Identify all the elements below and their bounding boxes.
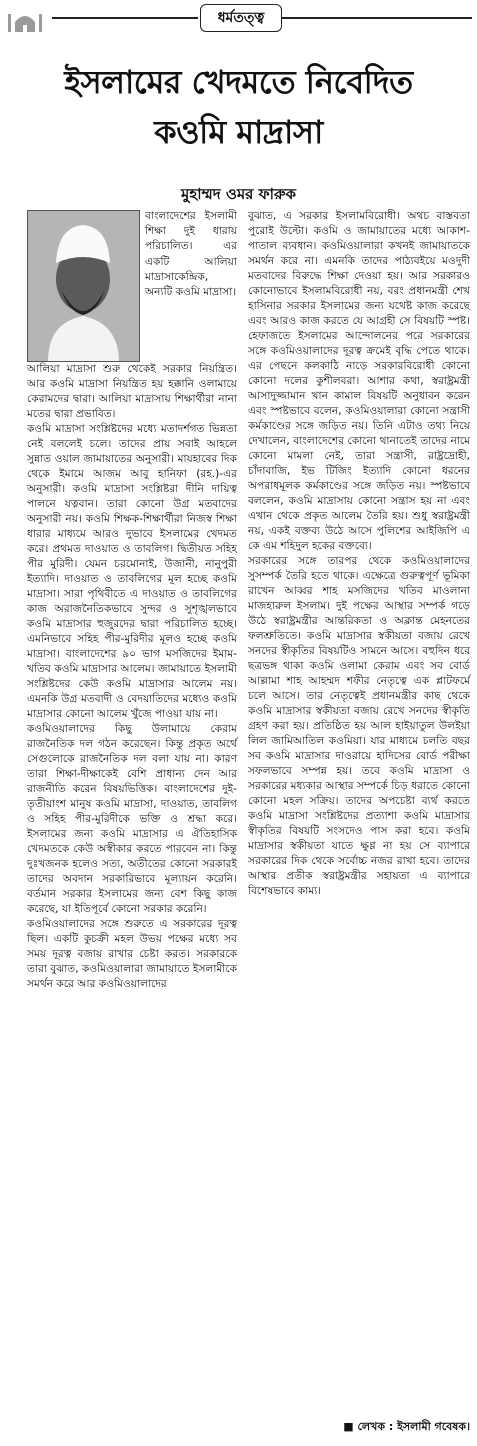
column-1-paragraph-3: কওমিওয়ালাদের কিছু উলামায়ে কেরাম রাজনৈতিক দল গঠন করেছেন। কিন্তু প্রকৃত অর্থে সেগুলোকে রাজনৈতিক দল বলা যায় না। কারণ তারা শিক্ষা-দীক্ষাকেই বেশি প্রাধান্য দেন আর রাজনীতি করেন বিষয়ভিত্তিক। বাংলাদেশের দুই-তৃতীয়াংশ মানুষ কওমি মাদ্রাসা, দাওয়াত, তাবলিগ ও সহিহ পীর-মুরিদীকে ভক্তি ও শ্রদ্ধা করে। ইসলামের জন্য কওমি মাদ্রাসার এ ঐতিহাসিক খেদমতকে কেউ অস্বীকার করতে পারবেন না। কিন্তু দুঃখজনক হলেও সত্য, অতীতের কোনো সরকারই তাদের অবদান সরকারিভাবে মূল্যায়ন করেনি। বর্তমান সরকার ইসলামের জন্য বেশ কিছু কাজ করেছে, যা ইতিপূর্বে কোনো সরকার করেনি। (27, 723, 237, 915)
headline-line-1: ইসলামের খেদমতে নিবেদিত (64, 63, 413, 101)
author-byline: মুহাম্মদ ওমর ফারুক (181, 185, 296, 203)
author-photo (27, 210, 140, 362)
section-label: ধর্মতত্ত্ব (200, 4, 282, 32)
column-1-paragraph-4: কওমিওয়ালাদের সঙ্গে শুরুতে এ সরকারের দূরত্ব ছিল। একটি কুচক্রী মহল উভয় পক্ষের মধ্যে সব সময় দূরত্ব বজায় রাখার চেষ্টা করত। সরকারকে তারা বুঝাত, কওমিওয়ালারা জামায়াতে ইসলামীকে সমর্থন করে আর কওমিওয়ালাদের (27, 918, 237, 990)
article-column-2 (248, 209, 470, 899)
header-rule-right (282, 17, 472, 19)
column-2-paragraph-1: বুঝাত, এ সরকার ইসলামবিরোধী। অথচ বাস্তবতা পুরোই উল্টো। কওমি ও জামায়াতের মধ্যে আকাশ-পাতাল ব্যবধান। কওমিওয়ালারা কখনই জামায়াতকে সমর্থন করে না। এমনকি তাদের পাঠ্যবইয়ে মওদুদী মতবাদের বিরুদ্ধে শিক্ষা দেওয়া হয়। আর সরকারও কোনোভাবে ইসলামবিরোধী নয়, বরং প্রধানমন্ত্রী শেখ হাসিনার সরকার ইসলামের জন্য যথেষ্ট কাজ করেছে এবং আরও কাজ করতে যে আগ্রহী সে বিষয়টি স্পষ্ট। হেফাজতে ইসলামের আন্দোলনের পরে সরকারের সঙ্গে কওমিওয়ালাদের দূরত্ব ক্রমেই বৃদ্ধি পেতে থাকে। এর পেছনে কলকাঠি নাড়ে সরকারবিরোধী কোনো কোনো দলের কুশীলবরা। আশার কথা, স্বরাষ্ট্রমন্ত্রী আসাদুজ্জামান খান কামাল বিষয়টি অনুধাবন করেন এবং স্পষ্টভাবে বলেন, কওমিওয়ালারা কোনো সন্ত্রাসী কর্মকাণ্ডের সঙ্গে জড়িত নয়। তিনি এটাও তথ্য নিয়ে দেখালেন, বাংলাদেশের কোনো থানাতেই তাদের নামে কোনো মামলা নেই, তারা সন্ত্রাসী, রাষ্ট্রদ্রোহী, চাঁদাবাজি, ইভ টিজিং ইত্যাদি কোনো ধরনের অপরাধমূলক কর্মকাণ্ডের সঙ্গে জড়িত নয়। স্পষ্টভাবে বললেন, কওমি মাদ্রাসায় কোনো সন্ত্রাস হয় না এবং এখান থেকে প্রকৃত আলেম তৈরি হয়। শুধু স্বরাষ্ট্রমন্ত্রী নয়, একই বক্তব্য উঠে আসে পুলিশের আইজিপি এ কে এম শহিদুল হকের বক্তব্যে। (248, 210, 470, 552)
author-credit: ■ লেখক : ইসলামী গবেষক। (343, 1420, 470, 1433)
header-rule-left (52, 17, 198, 19)
mosque-icon (6, 8, 44, 32)
headline-line-2: কওমি মাদ্রাসা (154, 113, 323, 151)
column-2-paragraph-2: সরকারের সঙ্গে তারপর থেকে কওমিওয়ালাদের সুসম্পর্ক তৈরি হতে থাকে। এক্ষেত্রে গুরুত্বপূর্ণ ভূমিকা রাখেন আব্বর শাহ মসজিদের খতিব মাওলানা মাজহারুল ইসলাম। দুই পক্ষের আস্থার সম্পর্ক গড়ে উঠে স্বরাষ্ট্রমন্ত্রীর আন্তরিকতা ও অক্লান্ত মেহনতের ফলশ্রুতিতে। কওমি মাদ্রাসার স্বকীয়তা বজায় রেখে সনদের স্বীকৃতির বিষয়টিও সামনে আসে। বহুদিন ধরে ছত্রভঙ্গ থাকা কওমি ওলামা কেরাম এবং সব বোর্ড আল্লামা শাহ আহম্মদ শফীর নেতৃত্বে এক প্লাটফর্মে চলে আসে। তার নেতৃত্বেই প্রধানমন্ত্রীর কাছ থেকে কওমি মাদ্রাসার স্বকীয়তা বজায় রেখে সনদের স্বীকৃতি গ্রহণ করা হয়। প্রতিষ্ঠিত হয় আল হাইয়াতুল উলইয়া লিল জামিআতিল কওমিয়া। যার মাধ্যমে চলতি বছর সব কওমি মাদ্রাসার দাওরায়ে হাদিসের বোর্ড পরীক্ষা সফলভাবে সম্পন্ন হয়। তবে কওমি মাদ্রাসা ও সরকারের মধ্যকার আস্থার সম্পর্কে চিড় ধরাতে কোনো কোনো মহল সক্রিয়। তাদের অপচেষ্টা ব্যর্থ করতে কওমি মাদ্রাসা সংশ্লিষ্টদের প্রত্যাশা কওমি মাদ্রাসার স্বীকৃতির বিষয়টি সংসদেও পাস করা হবে। কওমি মাদ্রাসার স্বকীয়তা যাতে ক্ষুণ্ণ না হয় সে ব্যাপারে সরকারের দিক থেকে সর্বোচ্চ নজর রাখা হবে। তাদের আস্থার প্রতীক স্বরাষ্ট্রমন্ত্রীর সহায়তা এ ব্যাপারে বিশেষভাবে কাম্য। (248, 555, 470, 897)
portrait-image (28, 211, 139, 361)
article-column-1 (27, 362, 237, 992)
column-1-paragraph-2: কওমি মাদ্রাসা সংশ্লিষ্টদের মধ্যে মতাদর্শগত ভিন্নতা নেই বললেই চলে। তাদের প্রায় সবাই আহলে সুন্নাত ওয়াল জামায়াতের অনুসারী। মাযহাবের দিক থেকে ইমামে আজম আবু হানিফা (রহ.)-এর অনুসারী। কওমি মাদ্রাসা সংশ্লিষ্টরা দীনি দায়িত্ব পালনে যত্নবান। তারা কোনো উগ্র মতবাদের অনুসারী নয়। কওমি শিক্ষক-শিক্ষার্থীরা নিজস্ব শিক্ষা ধারার মাধ্যমে আরও দুভাবে ইসলামের খেদমত করে। প্রথমত দাওয়াত ও তাবলিগ। দ্বিতীয়ত সহিহ পীর মুরিদী। যেমন চরমোনাই, উজানী, নানুপুরী ইত্যাদি। দাওয়াত ও তাবলিগের মূল হচ্ছে কওমি মাদ্রাসা। সারা পৃথিবীতে এ দাওয়াত ও তাবলিগের কাজ অরাজনৈতিকভাবে সুন্দর ও সুশৃঙ্খলভাবে কওমি মাদ্রাসার হুজুরদের দ্বারা পরিচালিত হচ্ছে। এমনিভাবে সহিহ পীর-মুরিদীর মূলও হচ্ছে কওমি মাদ্রাসা। বাংলাদেশের ৯০ ভাগ মসজিদের ইমাম-খতিব কওমি মাদ্রাসার আলেম। জামায়াতে ইসলামী সংশ্লিষ্টদের কেউ কওমি মাদ্রাসার আলেম নয়। এমনকি উগ্র মতবাদী ও বেদয়াতিদের মধ্যেও কওমি মাদ্রাসার কোনো আলেম খুঁজে পাওয়া যায় না। (27, 423, 237, 720)
column-1-paragraph-1: আলিয়া মাদ্রাসা শুরু থেকেই সরকার নিয়ন্ত্রিত। আর কওমি মাদ্রাসা নিয়ন্ত্রিত হয় হক্কানি ওলামায়ে কেরামদের দ্বারা। আলিয়া মাদ্রাসায় শিক্ষার্থীরা নানা মতের দ্বারা প্রভাবিত। (27, 363, 237, 420)
section-header (0, 0, 477, 36)
lede-paragraph: বাংলাদেশের ইসলামী শিক্ষা দুই ধারায় পরিচালিত। এর একটি আলিয়া মাদ্রাসাকেন্দ্রিক, অন্যটি কওমি মাদ্রাসা। (145, 210, 237, 299)
